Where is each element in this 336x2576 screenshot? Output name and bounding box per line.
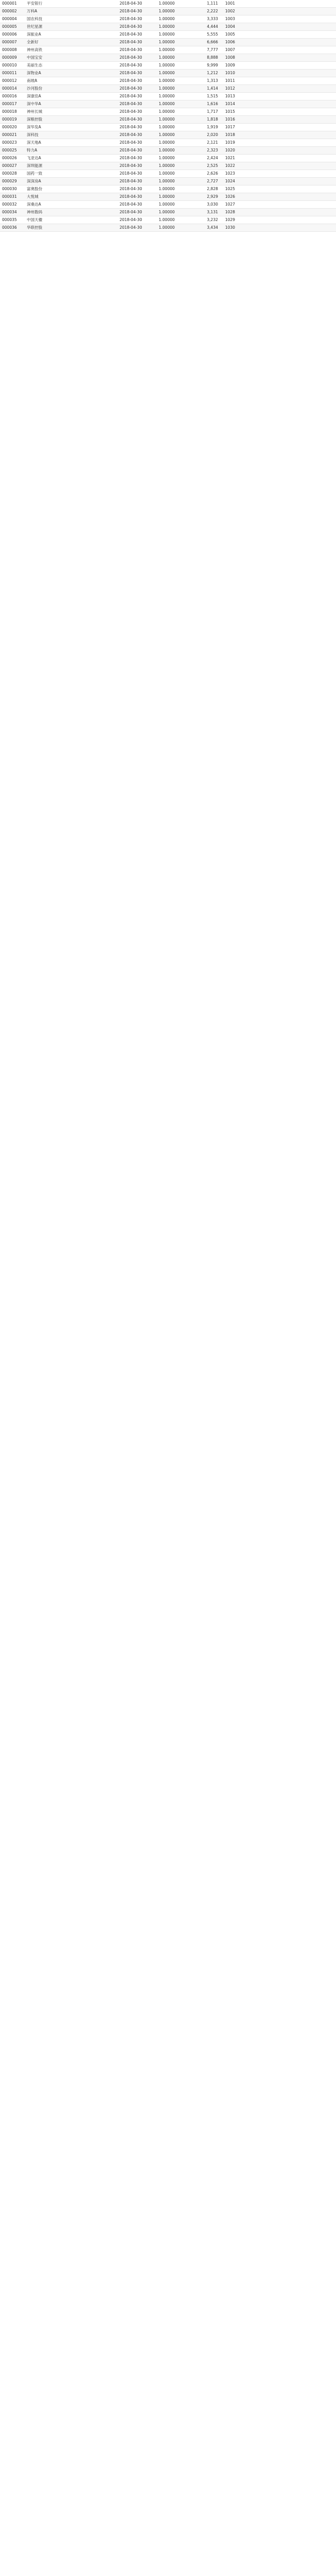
table-cell: 000018	[2, 109, 17, 114]
table-cell: 2018-04-30	[120, 55, 142, 60]
table-cell: 神州数码	[27, 210, 42, 214]
table-cell: 2018-04-30	[120, 24, 142, 29]
table-cell: 1,212	[207, 71, 218, 75]
table-cell: 4,444	[207, 24, 218, 29]
table-cell: 1001	[225, 1, 235, 6]
table-cell: 000002	[2, 9, 17, 13]
table-cell: 平安银行	[27, 1, 42, 6]
table-cell: 深桑达A	[27, 202, 41, 207]
table-cell: 000029	[2, 179, 17, 183]
table-cell: 深中华A	[27, 101, 41, 106]
table-cell: 000035	[2, 217, 17, 222]
table-cell: 深粮控股	[27, 117, 42, 122]
table-cell: 6,666	[207, 40, 218, 44]
table-cell: 2018-04-30	[120, 32, 142, 37]
table-cell: 1,414	[207, 86, 218, 91]
table-cell: 1028	[225, 210, 235, 214]
table-cell: 2018-04-30	[120, 1, 142, 6]
table-cell: 000005	[2, 24, 17, 29]
table-row	[0, 77, 336, 85]
table-cell: 1.00000	[159, 225, 175, 230]
table-cell: 2018-04-30	[120, 71, 142, 75]
table-cell: 1007	[225, 47, 235, 52]
table-cell: 000010	[2, 63, 17, 67]
table-row	[0, 46, 336, 54]
table-cell: 1,717	[207, 109, 218, 114]
table-cell: 1.00000	[159, 1, 175, 6]
table-cell: 深振业A	[27, 32, 41, 37]
table-cell: 中国宝安	[27, 55, 42, 60]
table-cell: 1012	[225, 86, 235, 91]
table-cell: 1.00000	[159, 101, 175, 106]
table-cell: 2,828	[207, 187, 218, 191]
table-cell: 2,020	[207, 132, 218, 137]
table-cell: 1.00000	[159, 132, 175, 137]
table-row	[0, 124, 336, 131]
table-cell: 2018-04-30	[120, 86, 142, 91]
table-cell: 000032	[2, 202, 17, 207]
table-row	[0, 8, 336, 15]
table-cell: 1.00000	[159, 55, 175, 60]
table-cell: 3,333	[207, 16, 218, 21]
table-row	[0, 15, 336, 23]
table-cell: 1.00000	[159, 187, 175, 191]
table-cell: 1.00000	[159, 163, 175, 168]
table-row	[0, 193, 336, 201]
table-cell: 000007	[2, 40, 17, 44]
table-cell: 1.00000	[159, 140, 175, 145]
table-cell: 000019	[2, 117, 17, 122]
table-cell: 7,777	[207, 47, 218, 52]
table-cell: 000036	[2, 225, 17, 230]
table-cell: 000004	[2, 16, 17, 21]
table-cell: 2,222	[207, 9, 218, 13]
table-cell: 1.00000	[159, 179, 175, 183]
table-cell: 1017	[225, 125, 235, 129]
table-cell: 1015	[225, 109, 235, 114]
table-row	[0, 201, 336, 209]
table-cell: 3,131	[207, 210, 218, 214]
table-cell: 2018-04-30	[120, 202, 142, 207]
table-cell: 1.00000	[159, 63, 175, 67]
table-cell: 1019	[225, 140, 235, 145]
table-cell: 3,434	[207, 225, 218, 230]
table-cell: 沙河股份	[27, 86, 42, 91]
table-cell: 000016	[2, 94, 17, 98]
table-cell: 南玻A	[27, 78, 38, 83]
table-cell: 000014	[2, 86, 17, 91]
table-cell: 000011	[2, 71, 17, 75]
table-cell: 000026	[2, 156, 17, 160]
table-cell: 2,121	[207, 140, 218, 145]
table-cell: 2018-04-30	[120, 225, 142, 230]
table-cell: 1.00000	[159, 78, 175, 83]
table-cell: 神州高铁	[27, 47, 42, 52]
table-cell: 2018-04-30	[120, 63, 142, 67]
table-cell: 2018-04-30	[120, 125, 142, 129]
table-cell: 1014	[225, 101, 235, 106]
table-cell: 深天地A	[27, 140, 41, 145]
table-cell: 1011	[225, 78, 235, 83]
table-cell: 神州长城	[27, 109, 42, 114]
table-cell: 1009	[225, 63, 235, 67]
table-cell: 000030	[2, 187, 17, 191]
table-cell: 1.00000	[159, 94, 175, 98]
table-cell: 1.00000	[159, 16, 175, 21]
table-cell: 2018-04-30	[120, 117, 142, 122]
table-cell: 2018-04-30	[120, 163, 142, 168]
table-cell: 000020	[2, 125, 17, 129]
table-cell: 2018-04-30	[120, 148, 142, 152]
table-cell: 000021	[2, 132, 17, 137]
table-cell: 2,323	[207, 148, 218, 152]
table-cell: 1,515	[207, 94, 218, 98]
table-cell: 1.00000	[159, 117, 175, 122]
table-cell: 000027	[2, 163, 17, 168]
table-cell: 1027	[225, 202, 235, 207]
table-cell: 中国天楹	[27, 217, 42, 222]
table-row	[0, 0, 336, 8]
table-cell: 2,929	[207, 194, 218, 199]
table-cell: 2,727	[207, 179, 218, 183]
table-cell: 1.00000	[159, 202, 175, 207]
table-cell: 2018-04-30	[120, 210, 142, 214]
table-cell: 000031	[2, 194, 17, 199]
table-row	[0, 155, 336, 162]
table-cell: 国农科技	[27, 16, 42, 21]
table-cell: 1010	[225, 71, 235, 75]
table-cell: 5,555	[207, 32, 218, 37]
table-cell: 1004	[225, 24, 235, 29]
table-cell: 2,626	[207, 171, 218, 176]
table-cell: 1025	[225, 187, 235, 191]
table-cell: 1024	[225, 179, 235, 183]
table-cell: 富奥股份	[27, 187, 42, 191]
table-cell: 2018-04-30	[120, 9, 142, 13]
table-row	[0, 147, 336, 155]
table-row	[0, 178, 336, 185]
table-row	[0, 116, 336, 124]
table-row	[0, 216, 336, 224]
table-cell: 000028	[2, 171, 17, 176]
table-cell: 1016	[225, 117, 235, 122]
table-cell: 1.00000	[159, 32, 175, 37]
table-cell: 1.00000	[159, 71, 175, 75]
table-row	[0, 131, 336, 139]
table-cell: 1006	[225, 40, 235, 44]
table-row	[0, 54, 336, 62]
table-row	[0, 70, 336, 77]
table-row	[0, 100, 336, 108]
table-cell: 1,111	[207, 1, 218, 6]
table-cell: 1002	[225, 9, 235, 13]
table-cell: 2018-04-30	[120, 194, 142, 199]
table-cell: 1.00000	[159, 171, 175, 176]
table-row	[0, 224, 336, 232]
table-cell: 9,999	[207, 63, 218, 67]
table-row	[0, 108, 336, 116]
table-cell: 1.00000	[159, 47, 175, 52]
table-cell: 深圳能源	[27, 163, 42, 168]
table-row	[0, 139, 336, 147]
table-cell: 大悦城	[27, 194, 39, 199]
table-row	[0, 62, 336, 70]
table-cell: 飞亚达A	[27, 156, 41, 160]
table-cell: 1029	[225, 217, 235, 222]
table-row	[0, 162, 336, 170]
table-cell: 1022	[225, 163, 235, 168]
table-cell: 2018-04-30	[120, 132, 142, 137]
table-cell: 万科A	[27, 9, 38, 13]
table-cell: 2018-04-30	[120, 47, 142, 52]
table-cell: 1.00000	[159, 194, 175, 199]
table-cell: 特力A	[27, 148, 38, 152]
table-cell: 1008	[225, 55, 235, 60]
table-cell: 1020	[225, 148, 235, 152]
table-cell: 美丽生态	[27, 63, 42, 67]
table-cell: 深深房A	[27, 179, 41, 183]
table-cell: 1026	[225, 194, 235, 199]
table-cell: 000017	[2, 101, 17, 106]
table-cell: 2018-04-30	[120, 109, 142, 114]
table-cell: 1.00000	[159, 24, 175, 29]
table-cell: 000001	[2, 1, 17, 6]
table-cell: 1,313	[207, 78, 218, 83]
table-row	[0, 85, 336, 93]
table-cell: 2018-04-30	[120, 179, 142, 183]
table-cell: 1.00000	[159, 217, 175, 222]
table-cell: 000034	[2, 210, 17, 214]
table-cell: 1013	[225, 94, 235, 98]
table-cell: 1.00000	[159, 40, 175, 44]
table-cell: 1.00000	[159, 109, 175, 114]
table-cell: 2018-04-30	[120, 140, 142, 145]
table-cell: 1.00000	[159, 210, 175, 214]
table-cell: 000006	[2, 32, 17, 37]
table-cell: 2018-04-30	[120, 101, 142, 106]
table-cell: 世纪星源	[27, 24, 42, 29]
table-cell: 000023	[2, 140, 17, 145]
table-row	[0, 39, 336, 46]
table-cell: 000009	[2, 55, 17, 60]
table-cell: 2018-04-30	[120, 156, 142, 160]
table-cell: 3,232	[207, 217, 218, 222]
table-cell: 2018-04-30	[120, 40, 142, 44]
table-cell: 000012	[2, 78, 17, 83]
table-cell: 2018-04-30	[120, 16, 142, 21]
table-cell: 1,616	[207, 101, 218, 106]
table-row	[0, 93, 336, 100]
table-cell: 8,888	[207, 55, 218, 60]
table-cell: 国药一致	[27, 171, 42, 176]
table-row	[0, 170, 336, 178]
table-cell: 1.00000	[159, 9, 175, 13]
table-cell: 2,525	[207, 163, 218, 168]
table-cell: 1.00000	[159, 148, 175, 152]
table-cell: 1005	[225, 32, 235, 37]
table-cell: 深物业A	[27, 71, 41, 75]
table-cell: 1021	[225, 156, 235, 160]
table-cell: 1030	[225, 225, 235, 230]
table-cell: 深科技	[27, 132, 39, 137]
table-row	[0, 23, 336, 31]
table-cell: 1.00000	[159, 86, 175, 91]
table-cell: 2018-04-30	[120, 78, 142, 83]
table-cell: 2018-04-30	[120, 171, 142, 176]
table-cell: 2018-04-30	[120, 217, 142, 222]
table-row	[0, 185, 336, 193]
table-cell: 1023	[225, 171, 235, 176]
table-cell: 2018-04-30	[120, 94, 142, 98]
table-cell: 3,030	[207, 202, 218, 207]
table-cell: 2018-04-30	[120, 187, 142, 191]
table-cell: 1.00000	[159, 125, 175, 129]
table-row	[0, 31, 336, 39]
table-cell: 深华发A	[27, 125, 41, 129]
table-cell: 000025	[2, 148, 17, 152]
table-cell: 1,818	[207, 117, 218, 122]
table-cell: 000008	[2, 47, 17, 52]
table-cell: 1.00000	[159, 156, 175, 160]
table-cell: 1018	[225, 132, 235, 137]
table-cell: 1003	[225, 16, 235, 21]
table-cell: 全新好	[27, 40, 39, 44]
table-cell: 1,919	[207, 125, 218, 129]
table-cell: 华联控股	[27, 225, 42, 230]
table-cell: 2,424	[207, 156, 218, 160]
table-cell: 深康佳A	[27, 94, 41, 98]
table-row	[0, 209, 336, 216]
